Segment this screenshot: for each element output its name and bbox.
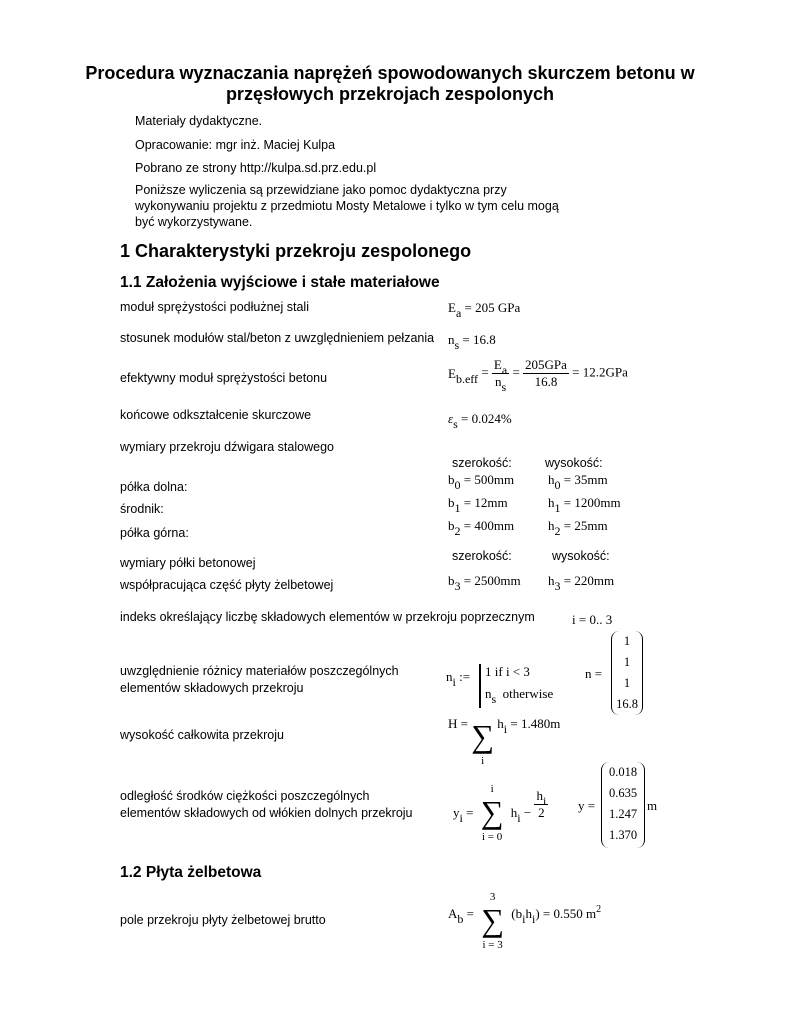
n-vector-entry: 1 <box>623 655 631 669</box>
h2-value: h2 = 25mm <box>548 518 608 538</box>
section-1-2-heading: 1.2 Płyta żelbetowa <box>120 864 262 881</box>
h1-value: h1 = 1200mm <box>548 495 621 515</box>
section-1-heading: 1 Charakterystyki przekroju zespolonego <box>120 241 472 261</box>
ni-program-line2: ns otherwise <box>485 686 554 706</box>
eps-label: końcowe odkształcenie skurczowe <box>120 408 312 422</box>
intro-paragraph-line3: być wykorzystywane. <box>135 215 253 229</box>
H-label: wysokość całkowita przekroju <box>120 728 284 742</box>
slab-height-header: wysokość: <box>552 549 610 563</box>
y-vector-entry: 0.635 <box>608 786 638 800</box>
index-expression: i = 0.. 3 <box>572 612 613 627</box>
n-vector-entry: 16.8 <box>616 697 638 711</box>
ebeff-formula: Eb.eff = $\frac{Ea}{ns}$ = $\frac{\text{205GPa}}{16.8}$ = 12.2GPa <box>448 357 628 394</box>
height-header: wysokość: <box>545 456 603 470</box>
y-label-line2: elementów składowych od włókien dolnych przekroju <box>120 806 413 820</box>
ns-label: stosunek modułów stal/beton z uwzględnieniem pełzania <box>120 331 435 345</box>
slab-width-header: szerokość: <box>452 549 512 563</box>
ab-formula: Ab = 3 ∑ i = 3 (bihi) = 0.550 $m^2$ <box>448 891 602 951</box>
intro-paragraph-line2: wykonywaniu projektu z przedmiotu Mosty Metalowe i tylko w tym celu mogą <box>135 199 559 213</box>
ab-label: pole przekroju płyty żelbetowej brutto <box>120 913 326 927</box>
ebeff-fraction-numeric: $\frac{\text{205GPa}}{16.8}$ <box>525 357 567 389</box>
slab-dims-label-line2: współpracująca część płyty żelbetowej <box>120 578 334 592</box>
ni-label-line1: uwzględnienie różnicy materiałów poszczególnych <box>120 664 399 678</box>
intro-materials: Materiały dydaktyczne. <box>135 114 263 128</box>
bottom-flange-label: półka dolna: <box>120 480 188 494</box>
n-vector <box>611 631 643 715</box>
section-1-1-heading: 1.1 Założenia wyjściowe i stałe materiałowe <box>120 274 440 291</box>
ea-label: moduł sprężystości podłużnej stali <box>120 300 309 314</box>
top-flange-label: półka górna: <box>120 526 189 540</box>
b1-value: b1 = 12mm <box>448 495 508 515</box>
intro-paragraph-line1: Poniższe wyliczenia są przewidziane jako pomoc dydaktyczna przy <box>135 183 507 197</box>
steel-dims-label: wymiary przekroju dźwigara stalowego <box>120 440 334 454</box>
intro-author: Opracowanie: mgr inż. Maciej Kulpa <box>135 138 336 152</box>
h3-value: h3 = 220mm <box>548 573 615 593</box>
y-vector-entry: 1.247 <box>608 807 638 821</box>
ni-definition-lhs: ni := <box>446 669 471 689</box>
ni-program-line1: 1 if i < 3 <box>485 664 530 679</box>
slab-dims-label-line1: wymiary półki betonowej <box>120 556 256 570</box>
y-formula: yi = i ∑ i = 0 hi − $\frac{hi}{2}$ <box>453 783 547 843</box>
y-vector-entry: 0.018 <box>608 765 638 779</box>
ns-formula: ns = 16.8 <box>448 332 496 352</box>
n-vector-entry: 1 <box>623 676 631 690</box>
y-vector-entry: 1.370 <box>608 828 638 842</box>
y-vector <box>601 762 645 848</box>
y-vector-lhs: y = <box>578 798 596 813</box>
ebeff-fraction-symbolic: $\frac{Ea}{ns}$ <box>493 357 508 394</box>
ea-formula: Ea = 205 GPa <box>448 300 521 320</box>
n-vector-lhs: n = <box>585 666 603 681</box>
program-bar <box>479 664 481 708</box>
b2-value: b2 = 400mm <box>448 518 515 538</box>
h0-value: h0 = 35mm <box>548 472 608 492</box>
H-formula: H = ∑ i hi = 1.480m <box>448 716 561 767</box>
web-label: środnik: <box>120 502 164 516</box>
ebeff-label: efektywny moduł sprężystości betonu <box>120 371 328 385</box>
n-vector-entry: 1 <box>623 634 631 648</box>
intro-source: Pobrano ze strony http://kulpa.sd.prz.edu.pl <box>135 161 377 175</box>
width-header: szerokość: <box>452 456 512 470</box>
index-label: indeks określający liczbę składowych elementów w przekroju poprzecznym <box>120 610 535 624</box>
ni-label-line2: elementów składowych przekroju <box>120 681 304 695</box>
eps-formula: εs = 0.024% <box>448 411 512 431</box>
b0-value: b0 = 500mm <box>448 472 515 492</box>
y-label-line1: odległość środków ciężkości poszczególnych <box>120 789 370 803</box>
y-vector-unit: m <box>647 798 658 813</box>
page-title: Procedura wyznaczania naprężeń spowodowanych skurczem betonu w przęsłowych przekrojach zespolonych <box>85 63 695 104</box>
b3-value: b3 = 2500mm <box>448 573 521 593</box>
